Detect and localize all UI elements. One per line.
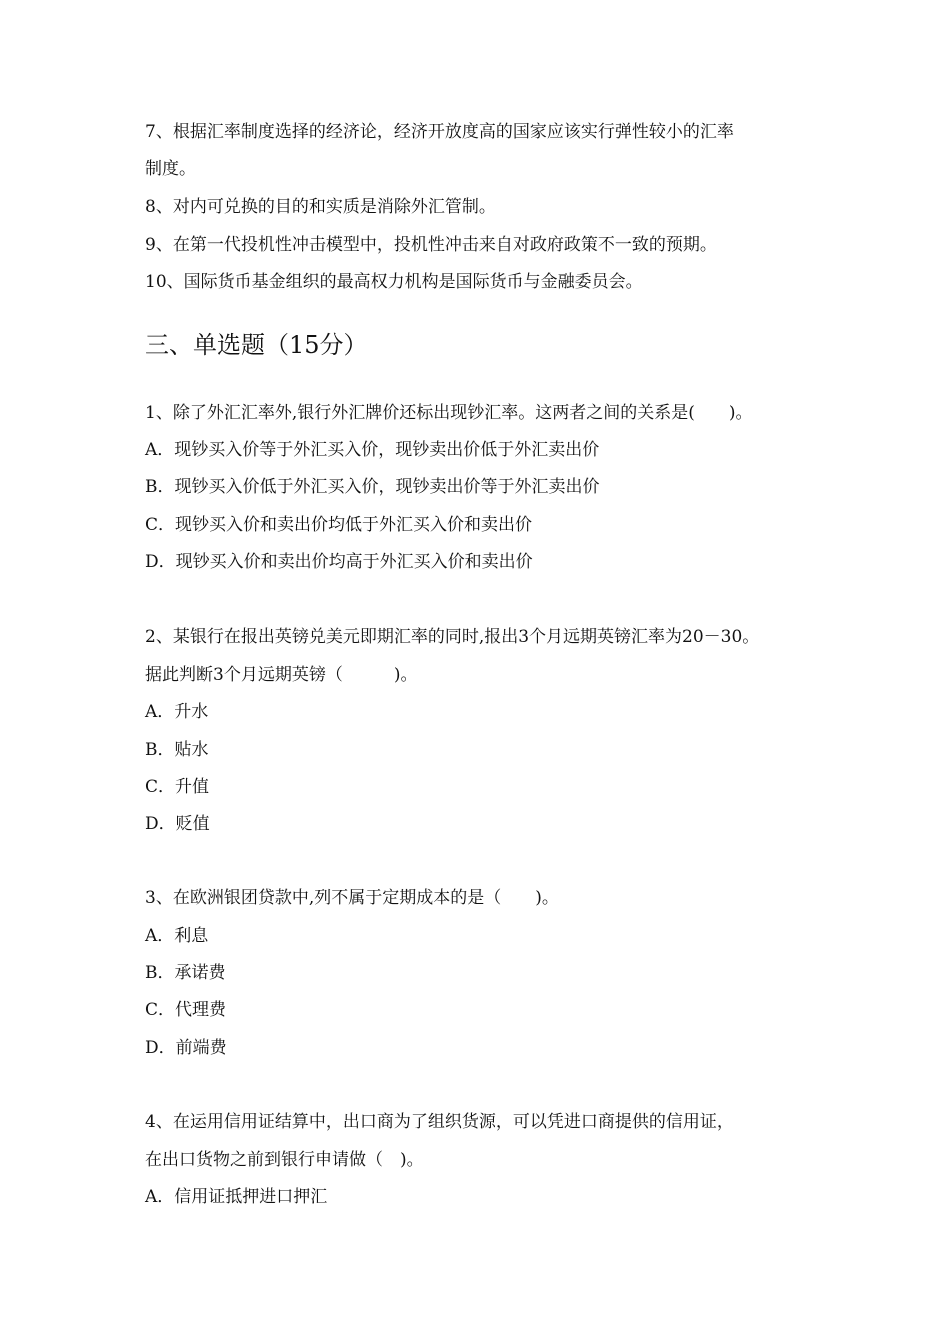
option-b: B．贴水 [145,740,209,760]
judgment-item-7-line-1: 7、根据汇率制度选择的经济论，经济开放度高的国家应该实行弹性较小的汇率 [145,122,734,142]
question-stem: 3、在欧洲银团贷款中,列不属于定期成本的是（ )。 [145,888,559,908]
section-title: 三、单选题（15分） [145,331,368,359]
option-b: B．现钞买入价低于外汇买入价，现钞卖出价等于外汇卖出价 [145,477,600,497]
judgment-item-7-line-2: 制度。 [145,159,196,179]
option-c: C．升值 [145,777,210,797]
option-a: A．信用证抵押进口押汇 [145,1187,328,1207]
judgment-item-9: 9、在第一代投机性冲击模型中，投机性冲击来自对政府政策不一致的预期。 [145,235,717,255]
option-c: C．代理费 [145,1000,227,1020]
judgment-item-8: 8、对内可兑换的目的和实质是消除外汇管制。 [145,197,496,217]
option-d: D．前端费 [145,1038,227,1058]
option-c: C．现钞买入价和卖出价均低于外汇买入价和卖出价 [145,515,533,535]
option-a: A．现钞买入价等于外汇买入价，现钞卖出价低于外汇卖出价 [145,440,600,460]
question-stem-line-1: 4、在运用信用证结算中，出口商为了组织货源，可以凭进口商提供的信用证， [145,1112,734,1132]
question-stem-line-2: 据此判断3个月远期英镑（ )。 [145,665,418,685]
option-d: D．现钞买入价和卖出价均高于外汇买入价和卖出价 [145,552,533,572]
option-d: D．贬值 [145,814,210,834]
judgment-item-10: 10、国际货币基金组织的最高权力机构是国际货币与金融委员会。 [145,272,643,292]
option-a: A．利息 [145,926,209,946]
question-stem-line-1: 2、某银行在报出英镑兑美元即期汇率的同时,报出3个月远期英镑汇率为20－30。 [145,627,760,647]
question-stem-line-2: 在出口货物之前到银行申请做（ )。 [145,1150,424,1170]
option-b: B．承诺费 [145,963,226,983]
option-a: A．升水 [145,702,209,722]
question-stem: 1、除了外汇汇率外,银行外汇牌价还标出现钞汇率。这两者之间的关系是( )。 [145,403,753,423]
